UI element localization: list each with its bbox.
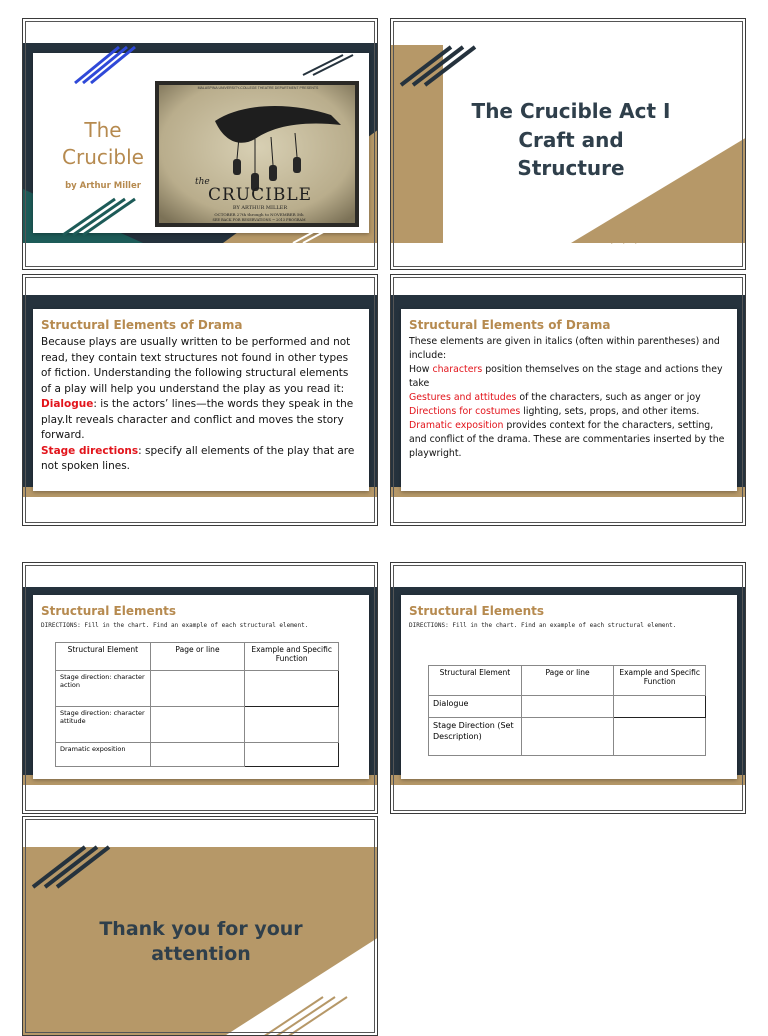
table-row [56, 671, 339, 707]
slide-heading: Structural Elements of Drama [409, 318, 611, 332]
column-header: Structural Element [56, 643, 151, 671]
page-or-line-cell[interactable] [150, 707, 245, 743]
slide-heading: Structural Elements [41, 604, 177, 618]
costumes-term: Directions for costumes [409, 406, 521, 417]
exposition-term: Dramatic exposition [409, 420, 504, 431]
table-row [429, 696, 706, 718]
gestures-term: Gestures and attitudes [409, 392, 517, 403]
slide-structural-elements-2 [390, 274, 746, 526]
closing-line-1: Thank you for your [99, 918, 303, 940]
dialogue-definition: : is the actors’ lines—the words they speak in the play.It reveals character and conflict and moves the story forward. [41, 398, 354, 441]
slide-structural-elements-1 [22, 274, 378, 526]
directions-text: DIRECTIONS: Fill in the chart. Find an example of each structural element. [409, 622, 677, 629]
page-or-line-cell[interactable] [150, 743, 245, 767]
title-block [51, 117, 155, 191]
slide-title [22, 18, 378, 270]
slide-title [451, 97, 691, 183]
characters-term: characters [432, 364, 483, 375]
closing-message [63, 917, 339, 967]
exposition-definition: provides context for the characters, setting, and conflict of the drama. These are commentaries inserted by the playwright. [409, 420, 725, 459]
column-header: Example and Specific Function [245, 643, 339, 671]
page-or-line-cell[interactable] [521, 718, 614, 756]
title-line-1: The Crucible Act I [471, 99, 671, 123]
table-header-row [56, 643, 339, 671]
row-label: Dialogue [429, 696, 522, 718]
dialogue-term: Dialogue [41, 398, 94, 410]
content-card [33, 309, 369, 491]
poster-dates: OCTOBER 27th through to NOVEMBER 5th [214, 212, 304, 217]
intro-text: These elements are given in italics (often within parentheses) and include: [409, 336, 720, 361]
example-cell[interactable] [245, 671, 339, 707]
byline: by Arthur Miller [65, 181, 141, 191]
table-header-row [429, 666, 706, 696]
poster-top-text: MALASPINA UNIVERSITY-COLLEGE THEATRE DEPARTMENT PRESENTS [197, 86, 319, 90]
structural-elements-table [428, 665, 706, 756]
poster-image [155, 81, 359, 227]
slide-chart-1 [22, 562, 378, 814]
stage-directions-term: Stage directions [41, 444, 139, 457]
table-row [56, 707, 339, 743]
gestures-definition: of the characters, such as anger or joy [516, 392, 701, 403]
content-card [401, 309, 737, 491]
closing-line-2: attention [151, 943, 251, 965]
row-label: Stage direction: character attitude [56, 707, 151, 743]
title-line-3: Structure [517, 156, 625, 180]
title-line-2: Craft and [518, 127, 624, 152]
poster-author: BY ARTHUR MILLER [232, 205, 288, 211]
slide-body [409, 335, 729, 461]
slide-act-title [390, 18, 746, 270]
structural-elements-table [55, 642, 339, 767]
content-card [401, 595, 737, 779]
slide-heading: Structural Elements [409, 604, 545, 618]
poster-title-small: the [195, 177, 210, 187]
slide-thank-you [22, 816, 378, 1036]
slide-chart-2 [390, 562, 746, 814]
costumes-definition: lighting, sets, props, and other items. [520, 406, 700, 417]
title-line-1: The [84, 118, 122, 142]
slide-heading: Structural Elements of Drama [41, 318, 243, 332]
content-card [33, 595, 369, 779]
column-header: Page or line [521, 666, 614, 696]
stage-directions-definition: : specify all elements of the play that are not spoken lines. [41, 444, 355, 472]
title-line-2: Crucible [62, 145, 144, 169]
example-cell[interactable] [614, 718, 706, 756]
example-cell[interactable] [614, 696, 706, 718]
characters-definition: position themselves on the stage and actions they take [409, 364, 723, 389]
row-label: Dramatic exposition [56, 743, 151, 767]
directions-text: DIRECTIONS: Fill in the chart. Find an example of each structural element. [41, 622, 309, 629]
row-label: Stage direction: character action [56, 671, 151, 707]
how-prefix: How [409, 364, 433, 375]
row-label: Stage Direction (Set Description) [429, 718, 522, 756]
page-or-line-cell[interactable] [521, 696, 614, 718]
poster-reservations: SEE BACK FOR RESERVATIONS ~ 2013 PROGRAM [212, 218, 306, 222]
slide-body [41, 335, 359, 475]
column-header: Page or line [150, 643, 245, 671]
column-header: Structural Element [429, 666, 522, 696]
intro-text: Because plays are usually written to be performed and not read, they contain text structures not found in other types of fiction. Understanding the following structural elements of a play will help you understand the play as you read it: [41, 336, 351, 395]
table-row [56, 743, 339, 767]
column-header: Example and Specific Function [614, 666, 706, 696]
poster-title: CRUCIBLE [207, 185, 313, 205]
table-row [429, 718, 706, 756]
page-or-line-cell[interactable] [150, 671, 245, 707]
example-cell[interactable] [245, 743, 339, 767]
example-cell[interactable] [245, 707, 339, 743]
